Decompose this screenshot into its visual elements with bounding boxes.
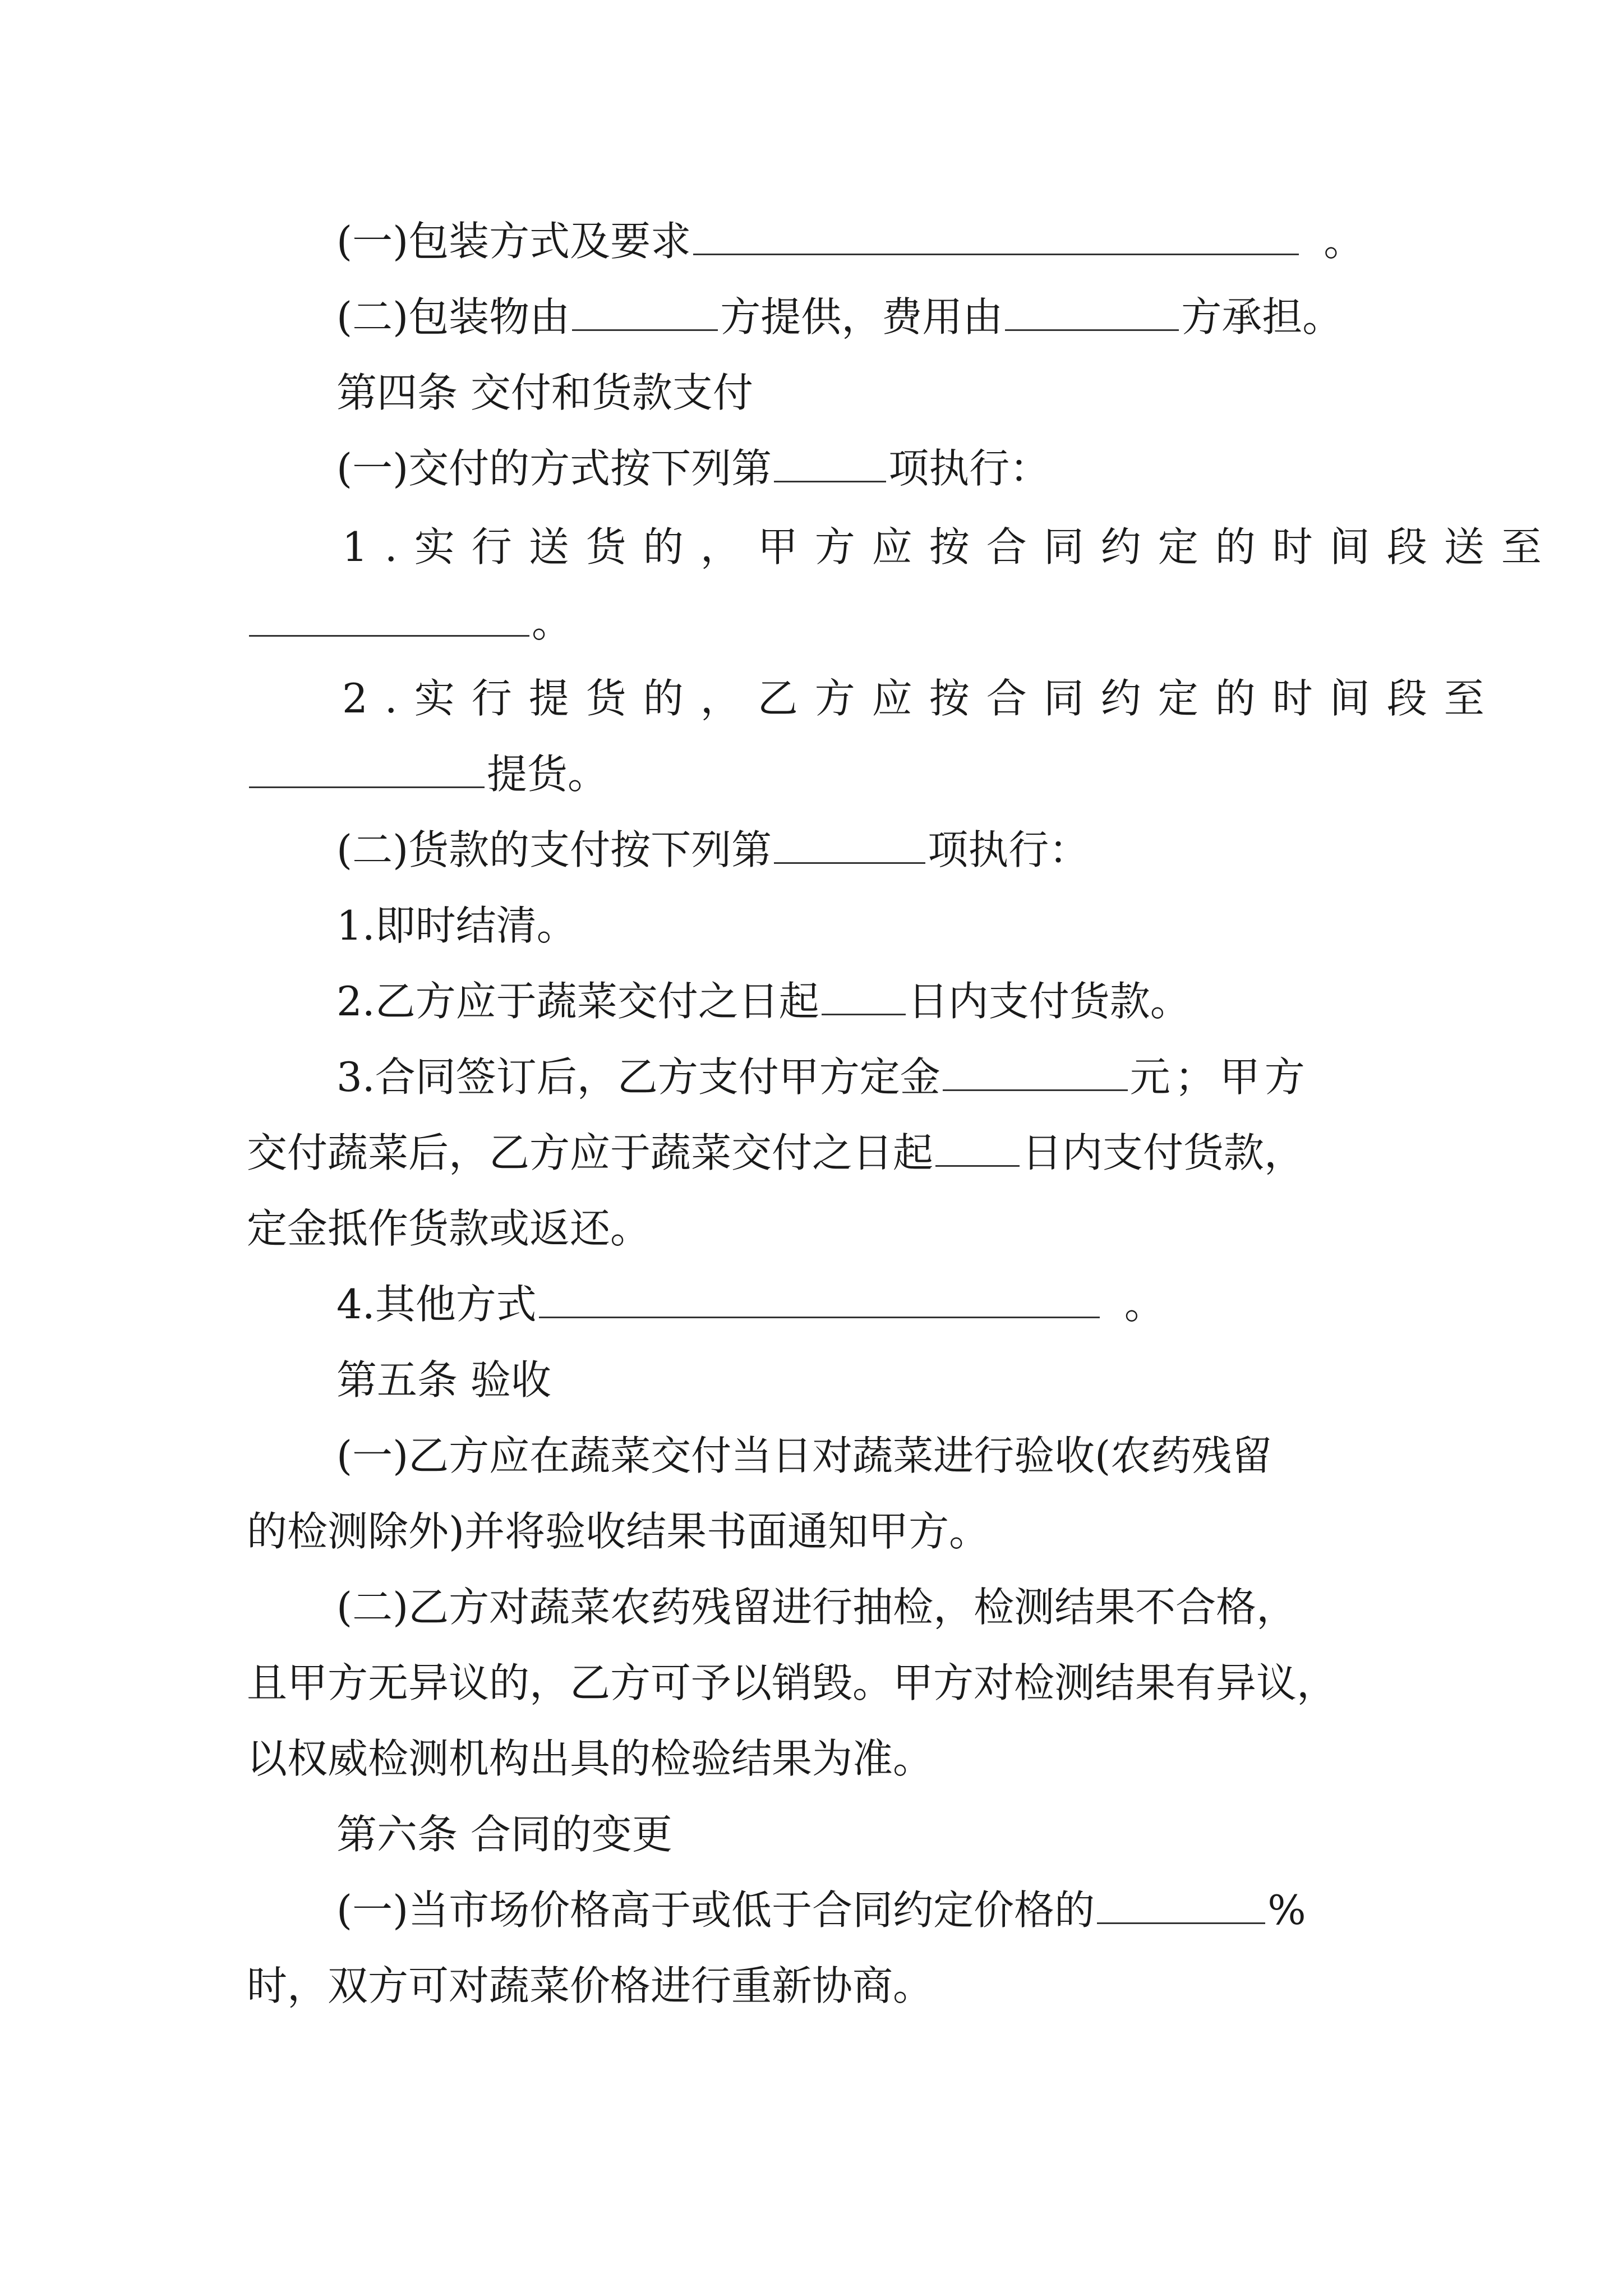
other-method-blank [539,1282,1100,1318]
payment-option-4 [336,1276,1165,1332]
article-5-heading [336,1352,551,1408]
line-end: 项执行： [928,826,1090,873]
article-4-heading [336,365,753,421]
packaging-material-line [336,289,1343,345]
heading-text: 第四条 交付和货款支付 [336,369,753,416]
deposit-label: 3.合同签订后，乙方支付甲方定金 [336,1053,940,1101]
payment-item-blank [774,827,925,864]
deposit-days-blank [935,1130,1020,1167]
line-end: 元；甲方 [1129,1053,1310,1101]
payment-option-3-end [247,1200,651,1257]
heading-text: 第五条 验收 [336,1356,551,1404]
payment-option-1-text: 1.即时结清。 [336,902,577,949]
payment-option-2 [336,973,1191,1029]
line-end: 。 [1124,1281,1165,1328]
delivery-option-1-text: 1.实行送货的，甲方应按合同约定的时间段送至 [342,523,1559,570]
price-change-label: (一)当市场价格高于或低于合同约定价格的 [336,1887,1095,1934]
pickup-location-line [247,746,608,802]
deposit-amount-blank [943,1055,1128,1091]
inspection-clause-2-end [247,1731,933,1787]
inspection-clause-2-cont-text: 且甲方无异议的，乙方可予以销毁。甲方对检测结果有异议， [247,1659,1338,1706]
price-change-clause-cont-text: 时，双方可对蔬菜价格进行重新协商。 [247,1962,934,2009]
percent-sign: % [1267,1887,1306,1934]
line-end: 日内支付货款。 [907,978,1191,1025]
payment-days-blank [822,979,906,1015]
payment-option-3-cont [247,1125,1304,1181]
packaging-method-blank [693,219,1299,255]
inspection-clause-2-text: (二)乙方对蔬菜农药残留进行抽检，检测结果不合格， [336,1584,1297,1631]
cost-bearer-blank [1005,295,1179,331]
payment-method-line [336,822,1089,878]
cost-bearer-label: 方提供，费用由 [720,293,1003,341]
delivery-method-label: (一)交付的方式按下列第 [336,445,772,492]
article-6-heading [336,1806,672,1862]
pickup-option-2 [342,670,1501,726]
delivery-item-blank [774,446,886,482]
payment-option-3 [336,1049,1310,1105]
delivery-destination-blank [249,600,529,637]
payment-option-3-end-text: 定金抵作货款或返还。 [247,1205,651,1252]
price-change-clause-cont [247,1958,933,2014]
packaging-provider-blank [572,295,718,331]
price-percent-blank [1097,1888,1265,1924]
inspection-clause-2 [336,1579,1297,1635]
line-end: 提货。 [487,751,608,798]
line-end: 项执行： [888,445,1050,492]
line-end: 日内支付货款， [1022,1129,1305,1176]
pickup-option-2-text: 2.实行提货的，乙方应按合同约定的时间段至 [342,675,1501,722]
price-change-clause [336,1882,1306,1938]
delivery-option-1 [342,519,1559,575]
packaging-method-line [336,213,1364,269]
inspection-clause-1-cont-text: 的检测除外)并将验收结果书面通知甲方。 [247,1508,990,1555]
line-end: 。 [532,599,573,646]
inspection-clause-1-text: (一)乙方应在蔬菜交付当日对蔬菜进行验收(农药残留 [336,1432,1272,1479]
inspection-clause-1-cont [247,1503,989,1559]
pickup-location-blank [249,752,485,788]
payment-method-label: (二)货款的支付按下列第 [336,826,772,873]
delivery-method-line [336,440,1050,496]
inspection-clause-2-cont [247,1655,1337,1711]
payment-option-3-cont-label: 交付蔬菜后，乙方应于蔬菜交付之日起 [247,1129,934,1176]
packaging-material-label: (二)包装物由 [336,293,570,341]
line-end: 。 [1324,218,1364,265]
delivery-destination-line [247,595,572,651]
payment-option-1 [336,898,577,954]
packaging-method-label: (一)包装方式及要求 [336,218,691,265]
inspection-clause-1 [336,1428,1272,1484]
inspection-clause-2-end-text: 以权威检测机构出具的检验结果为准。 [247,1735,934,1782]
payment-option-2-label: 2.乙方应于蔬菜交付之日起 [336,978,819,1025]
other-method-label: 4.其他方式 [336,1281,537,1328]
line-end: 方承担。 [1181,293,1343,341]
heading-text: 第六条 合同的变更 [336,1811,672,1858]
